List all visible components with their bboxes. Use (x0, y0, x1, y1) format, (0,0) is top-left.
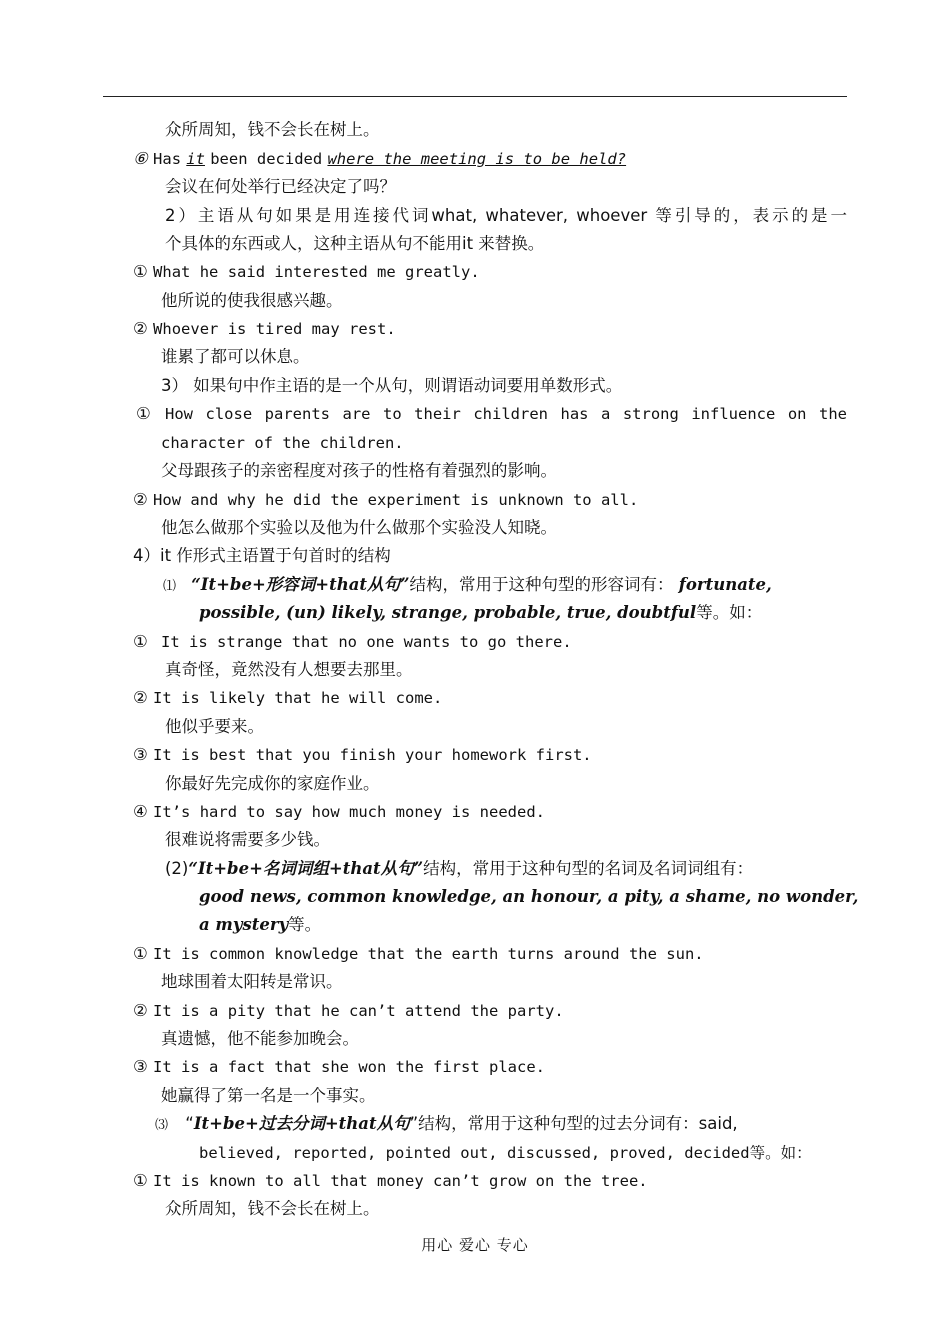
line-translation: 众所周知，钱不会长在树上。 (165, 120, 380, 139)
line-translation: 真遗憾，他不能参加晚会。 (161, 1029, 359, 1048)
example-2: ② It is a pity that he can’t attend the party. (133, 1001, 564, 1020)
subsection-3: ⑶ “It+be+过去分词+that从句”结构，常用于这种句型的过去分词有：said, (155, 1114, 738, 1133)
line-translation: 他似乎要来。 (165, 717, 264, 736)
line-translation: 会议在何处举行已经决定了吗？ (165, 177, 396, 196)
example-2: ② It is likely that he will come. (133, 688, 443, 707)
example-3: ③ It is a fact that she won the first place. (133, 1057, 545, 1076)
example-1: ① (136, 404, 151, 423)
example-2: ② How and why he did the experiment is unknown to all. (133, 490, 639, 509)
example-3: ③ It is best that you finish your homework first. (133, 745, 592, 764)
line-translation: 她赢得了第一名是一个事实。 (161, 1086, 376, 1105)
noun-list-cont: a mystery等。 (199, 915, 322, 934)
example-1-text-cont: character of the children. (161, 434, 404, 452)
noun-list: good news, common knowledge, an honour, a pity, a shame, no wonder, (199, 887, 859, 906)
circled-number: ⑥ (133, 149, 148, 168)
page-footer: 用心 爱心 专心 (421, 1236, 529, 1254)
line-translation: 他所说的使我很感兴趣。 (161, 291, 343, 310)
line-translation: 很难说将需要多少钱。 (165, 830, 330, 849)
example-1: ① It is known to all that money can’t grow on the tree. (133, 1171, 648, 1190)
line-translation: 父母跟孩子的亲密程度对孩子的性格有着强烈的影响。 (161, 461, 557, 480)
example-1: ① It is common knowledge that the earth turns around the sun. (133, 944, 704, 963)
example-4: ④ It’s hard to say how much money is needed. (133, 802, 545, 821)
example-1-text: How close parents are to their children has a strong influence on the (165, 405, 847, 423)
adjective-list: possible, (un) likely, strange, probable, true, doubtful等。如： (199, 603, 763, 622)
participle-list: believed, reported, pointed out, discussed, proved, decided等。如： (199, 1144, 812, 1162)
line-translation: 真奇怪，竟然没有人想要去那里。 (165, 660, 413, 679)
section-heading-4: 4）it 作形式主语置于句首时的结构 (133, 546, 391, 565)
header-rule (103, 96, 847, 97)
example-2: ② Whoever is tired may rest. (133, 319, 396, 338)
line-translation: 谁累了都可以休息。 (161, 347, 310, 366)
line-translation: 你最好先完成你的家庭作业。 (165, 774, 380, 793)
rule-2-text-cont: 个具体的东西或人，这种主语从句不能用it 来替换。 (165, 234, 545, 253)
line-translation: 地球围着太阳转是常识。 (161, 972, 343, 991)
subsection-1: ⑴ “It+be+形容词+that从句”结构，常用于这种句型的形容词有： fortunate, (163, 575, 772, 594)
example-1: ① What he said interested me greatly. (133, 262, 480, 281)
rule-3-text: 3） 如果句中作主语的是一个从句，则谓语动词要用单数形式。 (161, 376, 623, 395)
example-6: ⑥ Has it been decided where the meeting is to be held? (133, 149, 627, 168)
rule-2-text: 2）主语从句如果是用连接代词what, whatever, whoever 等引导的，表示的是一 (165, 206, 847, 225)
line-translation: 他怎么做那个实验以及他为什么做那个实验没人知晓。 (161, 518, 557, 537)
subsection-2: (2)“It+be+名词词组+that从句”结构，常用于这种句型的名词及名词词组有： (165, 859, 754, 878)
example-1: ① It is strange that no one wants to go there. (133, 632, 572, 651)
line-translation: 众所周知，钱不会长在树上。 (165, 1199, 380, 1218)
